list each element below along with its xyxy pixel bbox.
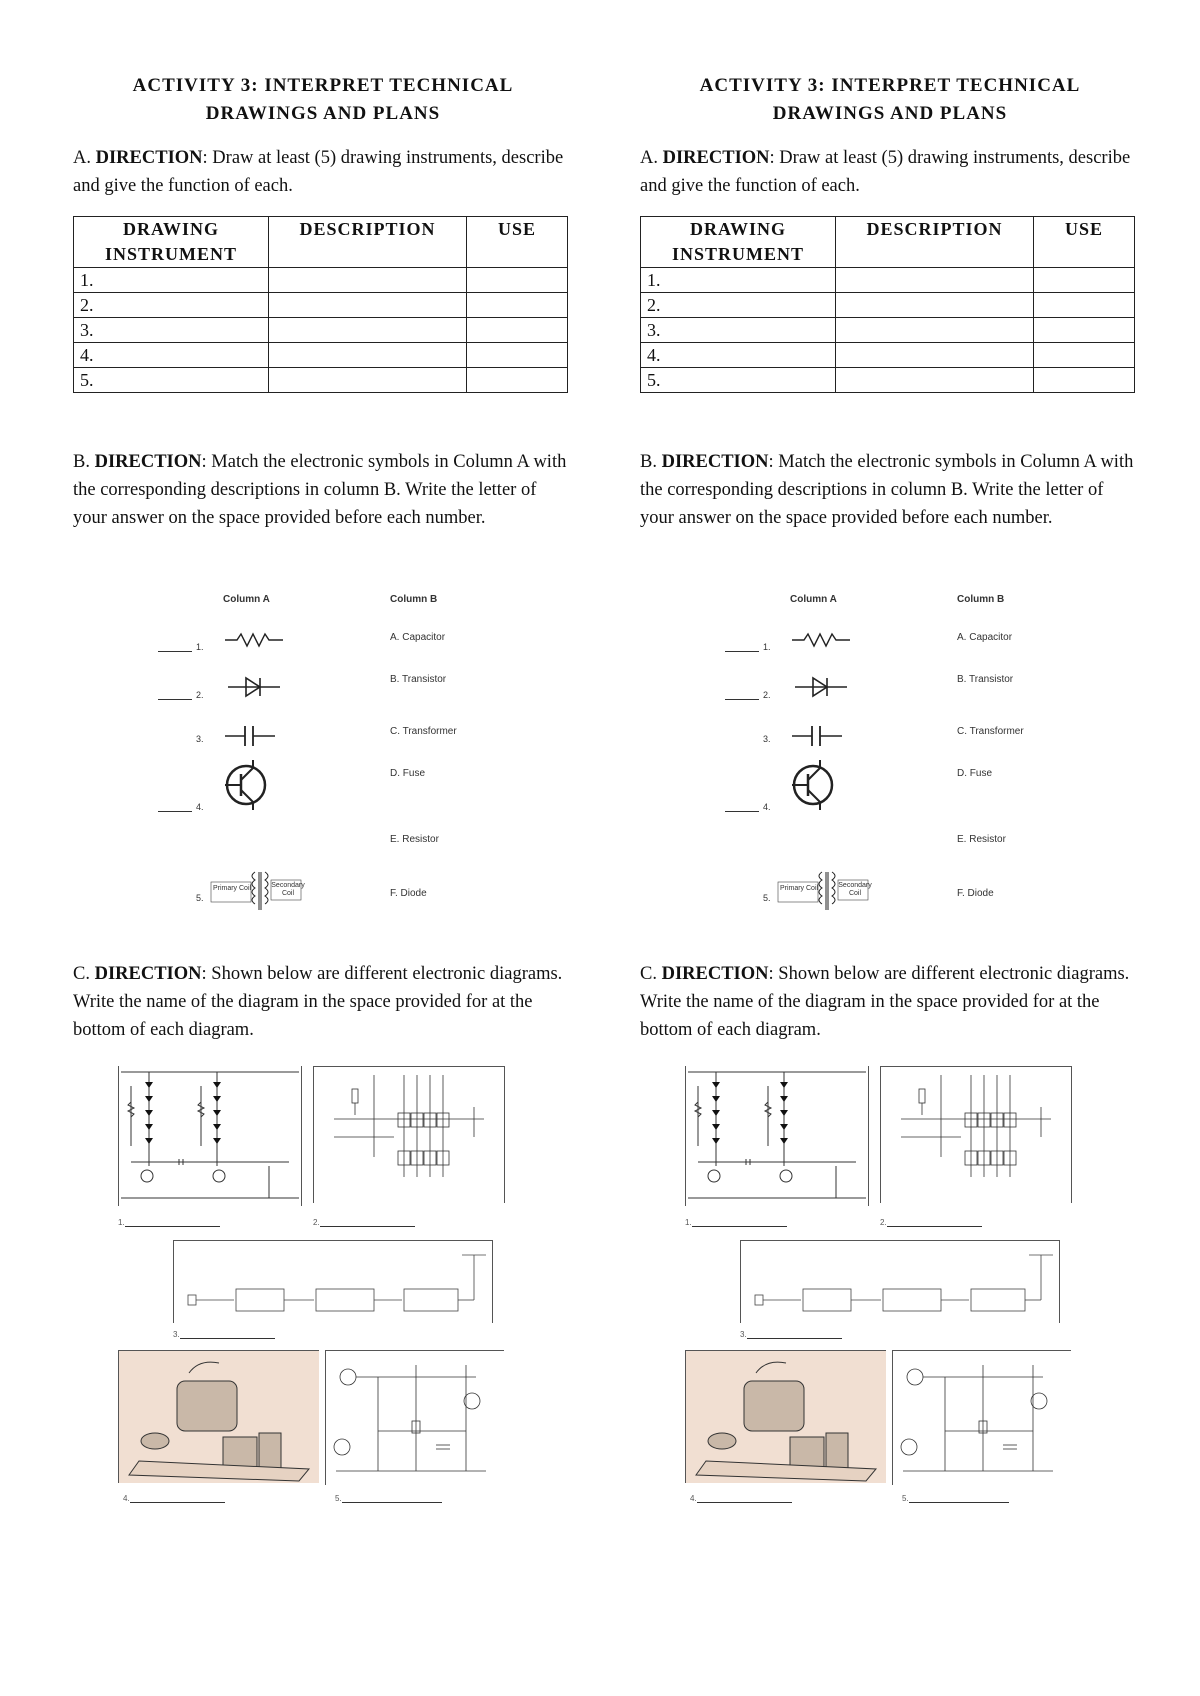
diagram-answer-line-3[interactable]: 3. [740,1330,842,1339]
matching-exercise: Column A Column B 1. 2. 3. 4. 5. Primary Coil Secondary Coil A. Capacitor B. Transistor C. Transformer D. Fuse E. Resistor F. Diode [73,580,573,920]
relay-circuit-icon [314,1067,504,1203]
primary-coil-label: Primary Coil [779,885,819,892]
option-diode: F. Diode [390,888,427,899]
led-circuit-icon [686,1066,868,1206]
part-c-direction: C. DIRECTION: Shown below are different electronic diagrams. Write the name of the diagram in the space provided for at the bottom of each diagram. [640,964,1130,1040]
secondary-coil-label: Secondary Coil [838,882,872,897]
pictorial-diagram [118,1350,319,1483]
capacitor-symbol-icon [792,724,842,748]
table-row: 2. [74,293,568,318]
answer-blank-4[interactable] [725,810,759,812]
block-diagram-icon [174,1241,492,1323]
diagram-answer-line-1[interactable]: 1. [685,1218,787,1227]
diagram-answer-line-2[interactable]: 2. [313,1218,415,1227]
option-fuse: D. Fuse [390,768,426,779]
table-row: 5. [74,368,568,393]
capacitor-symbol-icon [225,724,275,748]
answer-blank-1[interactable] [725,650,759,652]
primary-coil-label: Primary Coil [212,885,252,892]
relay-circuit-icon [881,1067,1071,1203]
header-description: DESCRIPTION [269,217,467,268]
schematic-diagram [325,1350,504,1485]
table-row: 4. [641,343,1135,368]
option-transformer: C. Transformer [390,726,457,737]
option-resistor: E. Resistor [390,834,439,845]
secondary-coil-label: Secondary Coil [271,882,305,897]
answer-blank-4[interactable] [158,810,192,812]
schematic-diagram-icon [326,1351,504,1485]
option-diode: F. Diode [957,888,994,899]
answer-blank-2[interactable] [725,698,759,700]
part-b-direction: B. DIRECTION: Match the electronic symbols in Column A with the corresponding descriptions in column B. Write the letter of your answer on the space provided before each number. [640,452,1134,528]
schematic-diagram-icon [893,1351,1071,1485]
answer-blank-1[interactable] [158,650,192,652]
diode-symbol-icon [228,675,280,699]
header-description: DESCRIPTION [836,217,1034,268]
block-diagram [173,1240,493,1323]
diagram-answer-line-5[interactable]: 5. [335,1494,442,1503]
table-row: 2. [641,293,1135,318]
matching-exercise: Column A Column B 1. 2. 3. 4. 5. Primary Coil Secondary Coil A. Capacitor B. Transistor C. Transformer D. Fuse E. Resistor F. Diode [640,580,1140,920]
part-a-direction: A. DIRECTION: Draw at least (5) drawing instruments, describe and give the function of each. [73,148,564,196]
table-row: 3. [641,318,1135,343]
relay-circuit-diagram [313,1066,505,1203]
activity-title: ACTIVITY 3: INTERPRET TECHNICAL DRAWINGS AND PLANS [132,75,514,124]
diagram-answer-line-1[interactable]: 1. [118,1218,220,1227]
option-transformer: C. Transformer [957,726,1024,737]
relay-circuit-diagram [880,1066,1072,1203]
table-row: 4. [74,343,568,368]
column-a-header: Column A [223,594,270,605]
option-capacitor: A. Capacitor [957,632,1013,643]
drawing-instruments-table [640,216,1135,393]
header-use: USE [1034,217,1135,268]
pictorial-diagram [685,1350,886,1483]
drawing-instruments-table [73,216,568,393]
pictorial-diagram-icon [686,1351,886,1483]
diagram-answer-line-5[interactable]: 5. [902,1494,1009,1503]
transistor-symbol-icon [223,760,269,810]
header-use: USE [467,217,568,268]
option-fuse: D. Fuse [957,768,993,779]
diagram-answer-line-2[interactable]: 2. [880,1218,982,1227]
block-diagram [740,1240,1060,1323]
led-circuit-icon [119,1066,301,1206]
diagram-answer-line-4[interactable]: 4. [690,1494,792,1503]
table-row: 5. [641,368,1135,393]
part-b-direction: B. DIRECTION: Match the electronic symbols in Column A with the corresponding descriptions in column B. Write the letter of your answer on the space provided before each number. [73,452,567,528]
table-row: 3. [74,318,568,343]
resistor-symbol-icon [792,632,852,648]
block-diagram-icon [741,1241,1059,1323]
option-transistor: B. Transistor [957,674,1014,685]
option-capacitor: A. Capacitor [390,632,446,643]
table-row: 1. [74,268,568,293]
led-circuit-diagram [685,1066,869,1206]
resistor-symbol-icon [225,632,285,648]
schematic-diagram [892,1350,1071,1485]
column-b-header: Column B [390,594,438,605]
answer-blank-2[interactable] [158,698,192,700]
table-row: 1. [641,268,1135,293]
diagram-answer-line-3[interactable]: 3. [173,1330,275,1339]
diode-symbol-icon [795,675,847,699]
column-b-header: Column B [957,594,1005,605]
header-drawing-instrument: DRAWING INSTRUMENT [641,217,836,268]
activity-title: ACTIVITY 3: INTERPRET TECHNICAL DRAWINGS AND PLANS [699,75,1081,124]
column-a-header: Column A [790,594,837,605]
pictorial-diagram-icon [119,1351,319,1483]
option-resistor: E. Resistor [957,834,1006,845]
transistor-symbol-icon [790,760,836,810]
part-c-direction: C. DIRECTION: Shown below are different electronic diagrams. Write the name of the diagram in the space provided for at the bottom of each diagram. [73,964,563,1040]
option-transistor: B. Transistor [390,674,447,685]
led-circuit-diagram [118,1066,302,1206]
diagram-answer-line-4[interactable]: 4. [123,1494,225,1503]
part-a-direction: A. DIRECTION: Draw at least (5) drawing instruments, describe and give the function of each. [640,148,1131,196]
header-drawing-instrument: DRAWING INSTRUMENT [74,217,269,268]
